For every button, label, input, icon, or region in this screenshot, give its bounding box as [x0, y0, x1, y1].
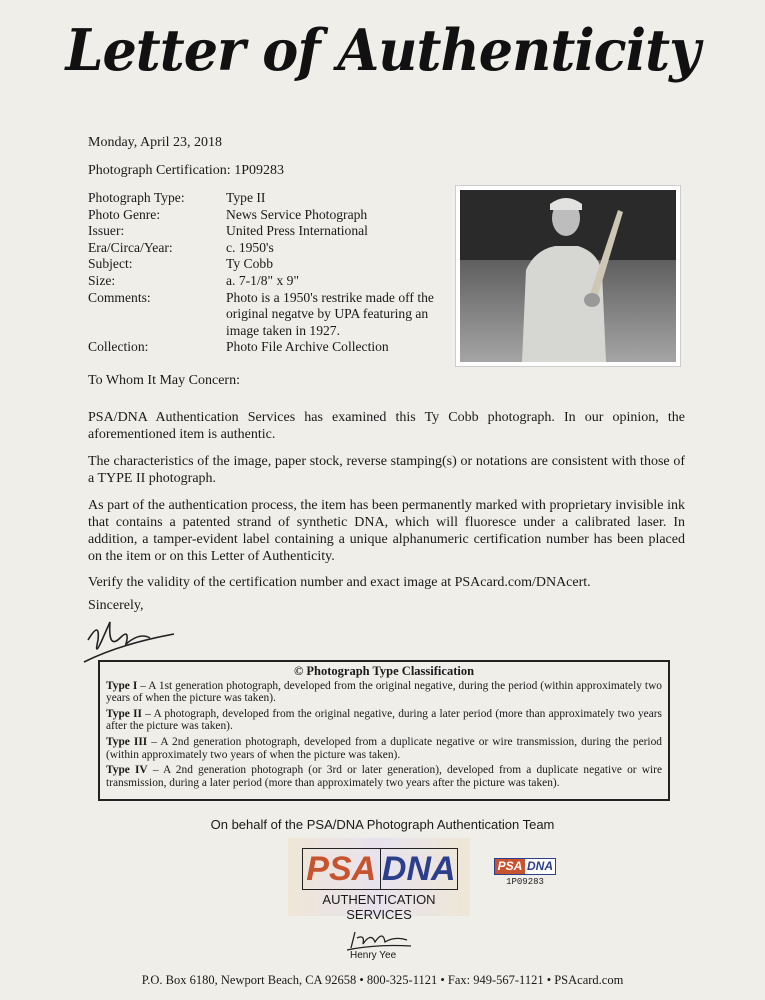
type-definition: [106, 708, 662, 733]
psa-dna-logo: [288, 838, 470, 922]
photograph-type-classification: [98, 660, 670, 801]
type-definition: [106, 764, 662, 789]
detail-row: [88, 240, 446, 257]
photo-image: [460, 190, 676, 362]
type-name: Type I: [106, 679, 138, 692]
footer-contact: P.O. Box 6180, Newport Beach, CA 92658 • 800-325-1121 • Fax: 949-567-1121 • PSAcard.com: [141, 973, 624, 987]
detail-label: Collection:: [88, 339, 149, 355]
salutation: To Whom It May Concern:: [88, 373, 240, 388]
detail-value: a. 7-1/8" x 9": [226, 272, 300, 288]
page-title: Letter of Authenticity: [65, 16, 700, 84]
detail-row: [88, 207, 446, 224]
paragraph: Verify the validity of the certification number and exact image at PSAcard.com/DNAcert.: [88, 575, 591, 590]
detail-row: [88, 223, 446, 240]
sticker-psa: PSA: [495, 859, 525, 874]
certification-number: Photograph Certification: 1P09283: [88, 163, 284, 178]
detail-label: Era/Circa/Year:: [88, 239, 173, 255]
paragraph: As part of the authentication process, the item has been permanently marked with proprietary invisible ink that contains a patented strand of synthetic DNA, which will fluoresce under a calibrated laser. In addition, a tamper-evident label containing a unique alphanumeric certification number has been placed on the item or on this Letter of Authenticity.: [88, 498, 685, 564]
logo-psa: PSA: [303, 849, 381, 889]
detail-label: Photograph Type:: [88, 190, 185, 205]
detail-label: Size:: [88, 272, 116, 288]
type-definition: [106, 736, 662, 761]
letter-date: Monday, April 23, 2018: [88, 135, 223, 150]
paragraph: The characteristics of the image, paper stock, reverse stamping(s) or notations are consistent with those of a TYPE II photograph.: [88, 454, 685, 486]
team-line: On behalf of the PSA/DNA Photograph Authentication Team: [210, 817, 555, 832]
detail-value: Photo is a 1950's restrike made off the original negatve by UPA featuring an image taken in 1927.: [226, 289, 434, 338]
detail-label: Issuer:: [88, 223, 125, 239]
detail-value: United Press International: [226, 223, 368, 239]
detail-label: Subject:: [88, 256, 133, 272]
type-definition: [106, 680, 662, 705]
detail-row: [88, 290, 446, 340]
ty-cobb-photograph: [456, 186, 680, 366]
type-desc: – A 2nd generation photograph, developed from a duplicate negative or wire transmission, during the period (within approximately two years of when the picture was taken).: [106, 735, 662, 761]
detail-label: Comments:: [88, 289, 151, 305]
signature: [80, 610, 180, 665]
sticker-number: 1P09283: [506, 877, 544, 887]
detail-value: News Service Photograph: [226, 206, 368, 222]
paragraph: PSA/DNA Authentication Services has examined this Ty Cobb photograph. In our opinion, the aforementioned item is authentic.: [88, 410, 685, 442]
detail-row: [88, 190, 446, 207]
logo-services: AUTHENTICATION SERVICES: [322, 892, 436, 922]
detail-value: Photo File Archive Collection: [226, 339, 389, 355]
classification-heading: © Photograph Type Classification: [293, 664, 475, 678]
sticker-dna: DNA: [527, 859, 553, 873]
photo-details: [88, 190, 446, 356]
type-desc: – A photograph, developed from the original negative, during a later period (more than approximately two years after the picture was taken).: [106, 707, 662, 733]
detail-row: [88, 339, 446, 356]
type-name: Type IV: [106, 764, 148, 777]
detail-row: [88, 256, 446, 273]
detail-row: [88, 273, 446, 290]
type-name: Type II: [106, 707, 142, 720]
type-desc: – A 2nd generation photograph (or 3rd or later generation), developed from a duplicate negative or wire transmission, during a later period (more than approximately two years after the picture was taken).: [106, 764, 662, 789]
detail-value: Ty Cobb: [226, 256, 274, 272]
logo-dna: DNA: [381, 849, 456, 888]
authentication-sticker: [494, 858, 556, 887]
detail-value: Type II: [226, 190, 266, 205]
type-name: Type III: [106, 735, 148, 748]
detail-label: Photo Genre:: [88, 206, 161, 222]
signer-name: Henry Yee: [350, 950, 397, 961]
closing: Sincerely,: [88, 598, 144, 613]
type-desc: – A 1st generation photograph, developed from the original negative, during the period (within approximately two years of when the picture was taken).: [106, 679, 662, 705]
detail-value: c. 1950's: [226, 239, 274, 255]
